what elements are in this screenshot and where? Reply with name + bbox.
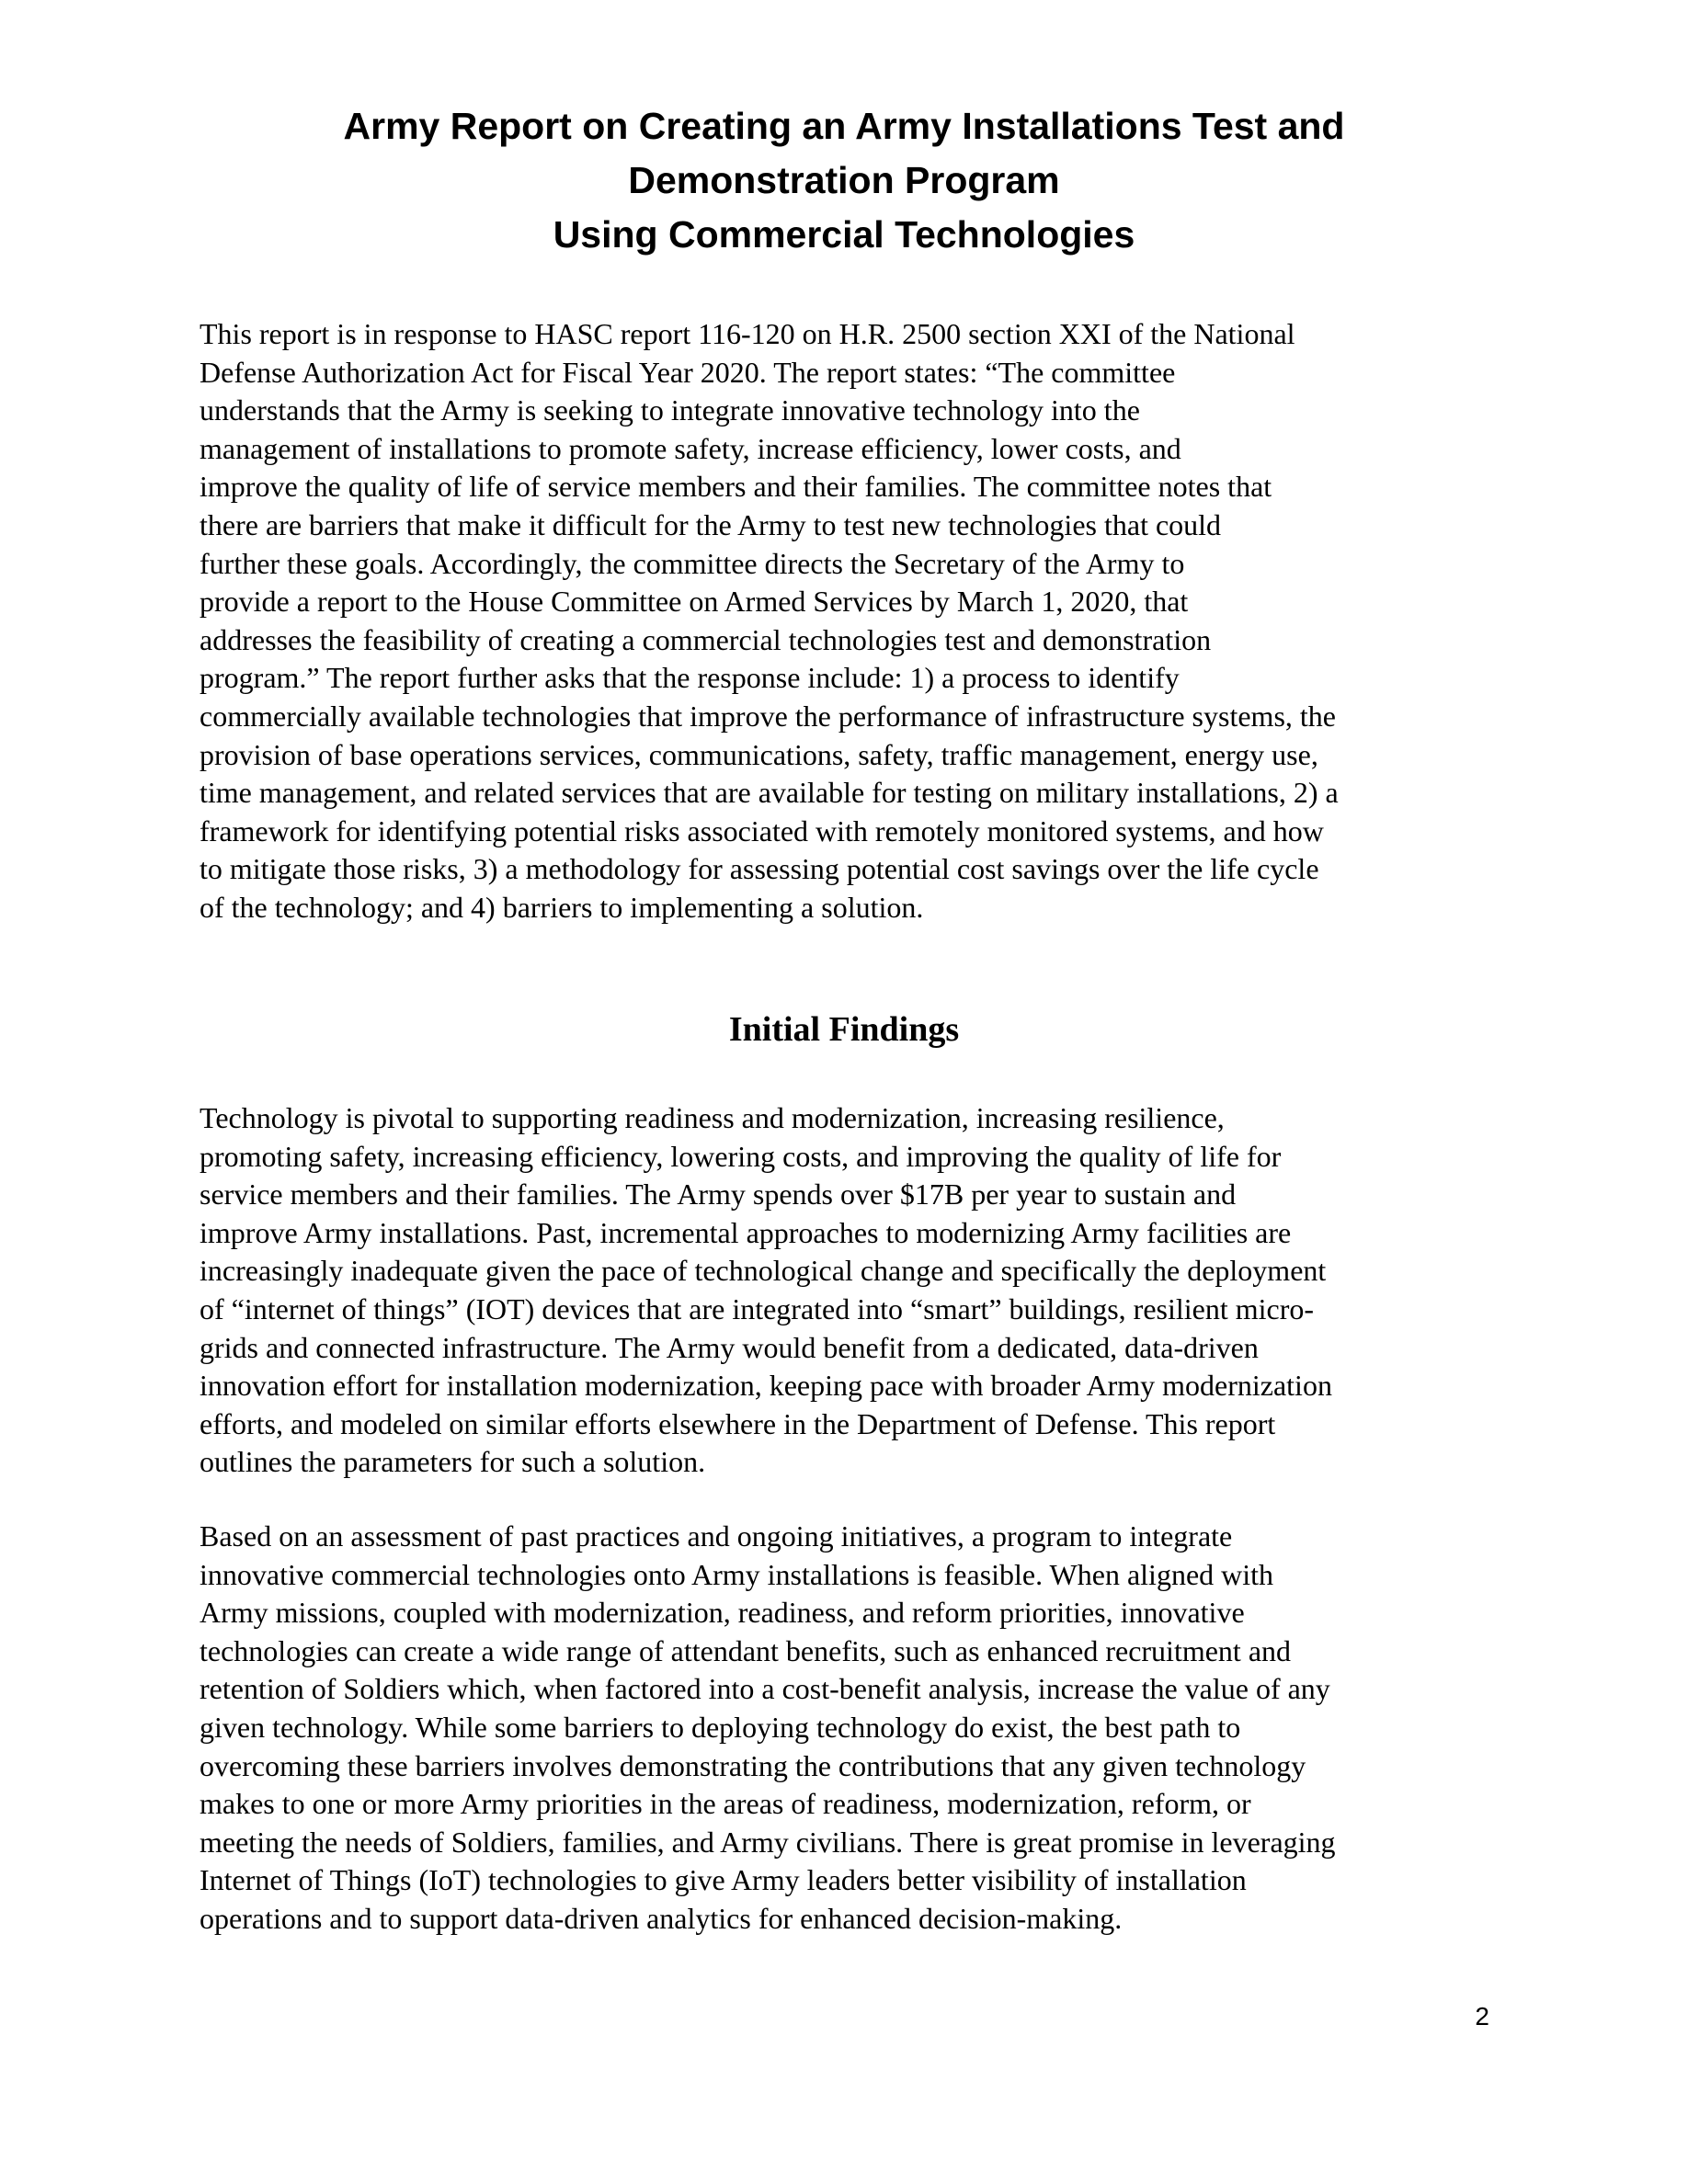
paragraph-line: further these goals. Accordingly, the committee directs the Secretary of the Army to — [200, 546, 1185, 580]
page-number: 2 — [1475, 2002, 1489, 2030]
paragraph-line: Army missions, coupled with modernization, readiness, and reform priorities, innovative — [200, 1596, 1245, 1630]
paragraph-line: makes to one or more Army priorities in the areas of readiness, modernization, reform, or — [200, 1787, 1251, 1821]
paragraph-line: time management, and related services that are available for testing on military installations, 2) a — [200, 776, 1339, 810]
paragraph-line: meeting the needs of Soldiers, families, and Army civilians. There is great promise in leveraging — [200, 1825, 1336, 1859]
paragraph-line: operations and to support data-driven analytics for enhanced decision-making. — [200, 1901, 1123, 1935]
paragraph-line: of “internet of things” (IOT) devices that are integrated into “smart” buildings, resilient micro- — [200, 1291, 1315, 1325]
paragraph-line: Internet of Things (IoT) technologies to give Army leaders better visibility of installation — [200, 1863, 1247, 1897]
findings-paragraph-2 — [200, 1518, 1505, 1939]
paragraph-line: Based on an assessment of past practices and ongoing initiatives, a program to integrate — [200, 1519, 1233, 1553]
paragraph-line: program.” The report further asks that the response include: 1) a process to identify — [200, 661, 1180, 695]
title-line: Demonstration Program — [628, 159, 1060, 201]
paragraph-line: promoting safety, increasing efficiency, lowering costs, and improving the quality of life for — [200, 1139, 1282, 1173]
paragraph-line: commercially available technologies that improve the performance of infrastructure systems, the — [200, 699, 1336, 733]
paragraph-line: technologies can create a wide range of attendant benefits, such as enhanced recruitment and — [200, 1633, 1292, 1667]
paragraph-line: understands that the Army is seeking to integrate innovative technology into the — [200, 393, 1140, 427]
document-title — [184, 99, 1504, 262]
paragraph-line: addresses the feasibility of creating a commercial technologies test and demonstration — [200, 622, 1212, 656]
paragraph-line: framework for identifying potential risks associated with remotely monitored systems, and how — [200, 813, 1324, 847]
paragraph-line: improve Army installations. Past, incremental approaches to modernizing Army facilities are — [200, 1215, 1292, 1249]
title-line: Using Commercial Technologies — [553, 213, 1135, 256]
paragraph-line: service members and their families. The Army spends over $17B per year to sustain and — [200, 1177, 1237, 1211]
paragraph-line: Defense Authorization Act for Fiscal Year 2020. The report states: “The committee — [200, 355, 1176, 389]
intro-paragraph — [200, 315, 1505, 927]
paragraph-line: grids and connected infrastructure. The Army would benefit from a dedicated, data-driven — [200, 1330, 1259, 1364]
paragraph-line: retention of Soldiers which, when factored into a cost-benefit analysis, increase the value of any — [200, 1672, 1330, 1706]
paragraph-line: management of installations to promote safety, increase efficiency, lower costs, and — [200, 431, 1181, 465]
paragraph-line: provide a report to the House Committee on Armed Services by March 1, 2020, that — [200, 585, 1189, 619]
paragraph-line: improve the quality of life of service members and their families. The committee notes that — [200, 470, 1272, 504]
section-heading: Initial Findings — [728, 1010, 960, 1049]
paragraph-line: outlines the parameters for such a solution. — [200, 1445, 706, 1479]
paragraph-line: innovation effort for installation modernization, keeping pace with broader Army modernization — [200, 1369, 1332, 1403]
paragraph-line: there are barriers that make it difficult for the Army to test new technologies that could — [200, 507, 1222, 541]
findings-paragraph-1 — [200, 1099, 1505, 1482]
paragraph-line: to mitigate those risks, 3) a methodology for assessing potential cost savings over the life cycle — [200, 852, 1319, 886]
paragraph-line: overcoming these barriers involves demonstrating the contributions that any given technology — [200, 1748, 1306, 1782]
paragraph-line: provision of base operations services, communications, safety, traffic management, energy use, — [200, 737, 1318, 771]
paragraph-line: innovative commercial technologies onto Army installations is feasible. When aligned with — [200, 1557, 1274, 1591]
paragraph-line: increasingly inadequate given the pace of technological change and specifically the deployment — [200, 1254, 1327, 1288]
title-line: Army Report on Creating an Army Installations Test and — [343, 105, 1345, 147]
paragraph-line: Technology is pivotal to supporting readiness and modernization, increasing resilience, — [200, 1101, 1225, 1134]
paragraph-line: This report is in response to HASC report 116-120 on H.R. 2500 section XXI of the National — [200, 317, 1295, 350]
paragraph-line: given technology. While some barriers to deploying technology do exist, the best path to — [200, 1710, 1241, 1744]
paragraph-line: efforts, and modeled on similar efforts elsewhere in the Department of Defense. This report — [200, 1406, 1276, 1440]
paragraph-line: of the technology; and 4) barriers to implementing a solution. — [200, 890, 924, 924]
